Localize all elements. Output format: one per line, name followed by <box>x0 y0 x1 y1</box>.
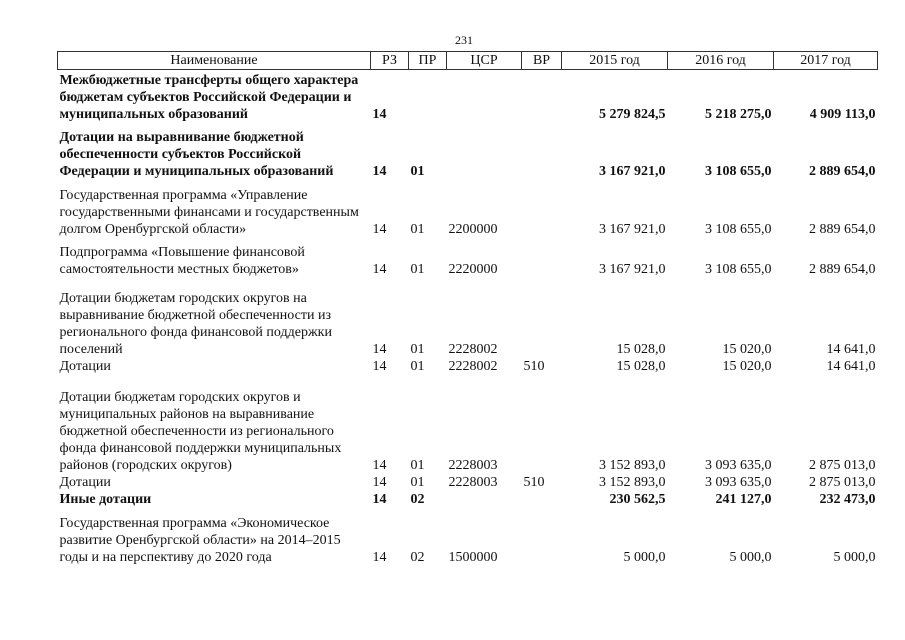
row-2017-cell: 2 889 654,0 <box>809 262 876 277</box>
page-number: 231 <box>455 33 473 47</box>
row-name-cell: Государственная программа «Управление государственными финансами и государственным долгом Оренбургской области» <box>59 188 359 237</box>
row-pr-cell: 01 <box>410 342 425 357</box>
row-csr-cell: 2228003 <box>448 458 498 473</box>
row-name-cell: Дотации на выравнивание бюджетной обеспеченности субъектов Российской Федерации и муниципальных образований <box>59 130 334 179</box>
row-2017-cell: 232 473,0 <box>819 492 876 507</box>
table-row <box>58 491 878 508</box>
row-2015-cell: 3 152 893,0 <box>599 475 666 490</box>
table-row <box>58 358 878 375</box>
row-csr-cell <box>447 491 522 508</box>
row-pr-cell: 02 <box>410 492 425 507</box>
column-header-2015: 2015 год <box>562 52 668 70</box>
row-2015-cell: 15 028,0 <box>616 342 666 357</box>
row-name-cell: Дотации бюджетам городских округов и муниципальных районов на выравнивание бюджетной обеспеченности из регионального фонда финансовой поддержки муниципальных районов (городских округов) <box>59 390 342 473</box>
table-row <box>58 375 878 474</box>
row-csr-cell: 2200000 <box>448 222 498 237</box>
row-2015-cell: 230 562,5 <box>609 492 666 507</box>
row-pr-cell: 01 <box>410 458 425 473</box>
column-header-name: Наименование <box>58 52 371 70</box>
column-header-pr: ПР <box>409 52 447 70</box>
row-2017-cell: 14 641,0 <box>826 342 876 357</box>
row-csr-cell: 2228002 <box>448 342 498 357</box>
table-body <box>58 70 878 567</box>
table-row <box>58 70 878 124</box>
column-header-2017: 2017 год <box>774 52 878 70</box>
budget-table <box>57 51 878 566</box>
row-rz-cell: 14 <box>372 458 387 473</box>
row-2017-cell: 4 909 113,0 <box>809 107 876 122</box>
row-csr-cell <box>447 70 522 124</box>
row-csr-cell: 2228003 <box>448 475 498 490</box>
row-rz-cell: 14 <box>372 262 387 277</box>
row-csr-cell: 1500000 <box>448 550 498 565</box>
row-vr-cell: 510 <box>523 475 545 490</box>
table-row <box>58 238 878 278</box>
row-2015-cell: 3 167 921,0 <box>599 164 666 179</box>
row-name-cell: Дотации <box>59 475 111 490</box>
row-pr-cell: 01 <box>410 222 425 237</box>
row-vr-cell <box>522 278 562 358</box>
row-vr-cell: 510 <box>523 359 545 374</box>
row-rz-cell: 14 <box>372 164 387 179</box>
row-pr-cell: 01 <box>410 262 425 277</box>
row-vr-cell <box>522 508 562 566</box>
row-rz-cell: 14 <box>372 550 387 565</box>
row-rz-cell: 14 <box>372 342 387 357</box>
row-name-cell: Дотации <box>59 359 111 374</box>
row-2016-cell: 5 000,0 <box>729 550 772 565</box>
row-pr-cell: 01 <box>410 359 425 374</box>
row-2017-cell: 2 875 013,0 <box>809 458 876 473</box>
table-row <box>58 474 878 491</box>
row-2016-cell: 3 093 635,0 <box>705 458 772 473</box>
row-pr-cell: 01 <box>410 475 425 490</box>
row-2015-cell: 5 279 824,5 <box>599 107 666 122</box>
row-name-cell: Дотации бюджетам городских округов на выравнивание бюджетной обеспеченности из регионального фонда финансовой поддержки поселений <box>59 291 332 357</box>
row-2015-cell: 3 167 921,0 <box>599 222 666 237</box>
table-row <box>58 180 878 238</box>
row-vr-cell <box>522 238 562 278</box>
row-name-cell: Подпрограмма «Повышение финансовой самостоятельности местных бюджетов» <box>59 245 305 277</box>
row-2017-cell: 2 889 654,0 <box>809 164 876 179</box>
row-2015-cell: 3 167 921,0 <box>599 262 666 277</box>
row-2016-cell: 3 108 655,0 <box>705 262 772 277</box>
row-2016-cell: 3 093 635,0 <box>705 475 772 490</box>
row-vr-cell <box>522 180 562 238</box>
row-rz-cell: 14 <box>372 222 387 237</box>
row-vr-cell <box>522 375 562 474</box>
row-rz-cell: 14 <box>372 107 387 122</box>
row-2017-cell: 2 889 654,0 <box>809 222 876 237</box>
row-2017-cell: 14 641,0 <box>826 359 876 374</box>
row-2017-cell: 2 875 013,0 <box>809 475 876 490</box>
row-csr-cell: 2228002 <box>448 359 498 374</box>
row-name-cell: Государственная программа «Экономическое развитие Оренбургской области» на 2014–2015 годы и на перспективу до 2020 года <box>59 516 341 565</box>
row-2015-cell: 3 152 893,0 <box>599 458 666 473</box>
row-vr-cell <box>522 491 562 508</box>
row-pr-cell: 02 <box>410 550 425 565</box>
row-2016-cell: 15 020,0 <box>722 342 772 357</box>
row-pr-cell <box>409 70 447 124</box>
table-row <box>58 508 878 566</box>
row-2016-cell: 3 108 655,0 <box>705 222 772 237</box>
row-2016-cell: 3 108 655,0 <box>705 164 772 179</box>
column-header-rz: РЗ <box>371 52 409 70</box>
row-2016-cell: 241 127,0 <box>715 492 772 507</box>
column-header-vr: ВР <box>522 52 562 70</box>
row-2016-cell: 15 020,0 <box>722 359 772 374</box>
row-2016-cell: 5 218 275,0 <box>705 107 772 122</box>
table-row <box>58 278 878 358</box>
row-2015-cell: 5 000,0 <box>623 550 666 565</box>
row-csr-cell: 2220000 <box>448 262 498 277</box>
table-row <box>58 123 878 180</box>
row-name-cell: Иные дотации <box>59 492 152 507</box>
row-rz-cell: 14 <box>372 492 387 507</box>
row-pr-cell: 01 <box>410 164 425 179</box>
row-name-cell: Межбюджетные трансферты общего характера бюджетам субъектов Российской Федерации и муниципальных образований <box>59 73 359 122</box>
row-2017-cell: 5 000,0 <box>833 550 876 565</box>
row-rz-cell: 14 <box>372 475 387 490</box>
row-rz-cell: 14 <box>372 359 387 374</box>
table-header-row <box>58 52 878 70</box>
row-vr-cell <box>522 123 562 180</box>
row-2015-cell: 15 028,0 <box>616 359 666 374</box>
column-header-2016: 2016 год <box>668 52 774 70</box>
row-csr-cell <box>447 123 522 180</box>
row-vr-cell <box>522 70 562 124</box>
column-header-csr: ЦСР <box>447 52 522 70</box>
